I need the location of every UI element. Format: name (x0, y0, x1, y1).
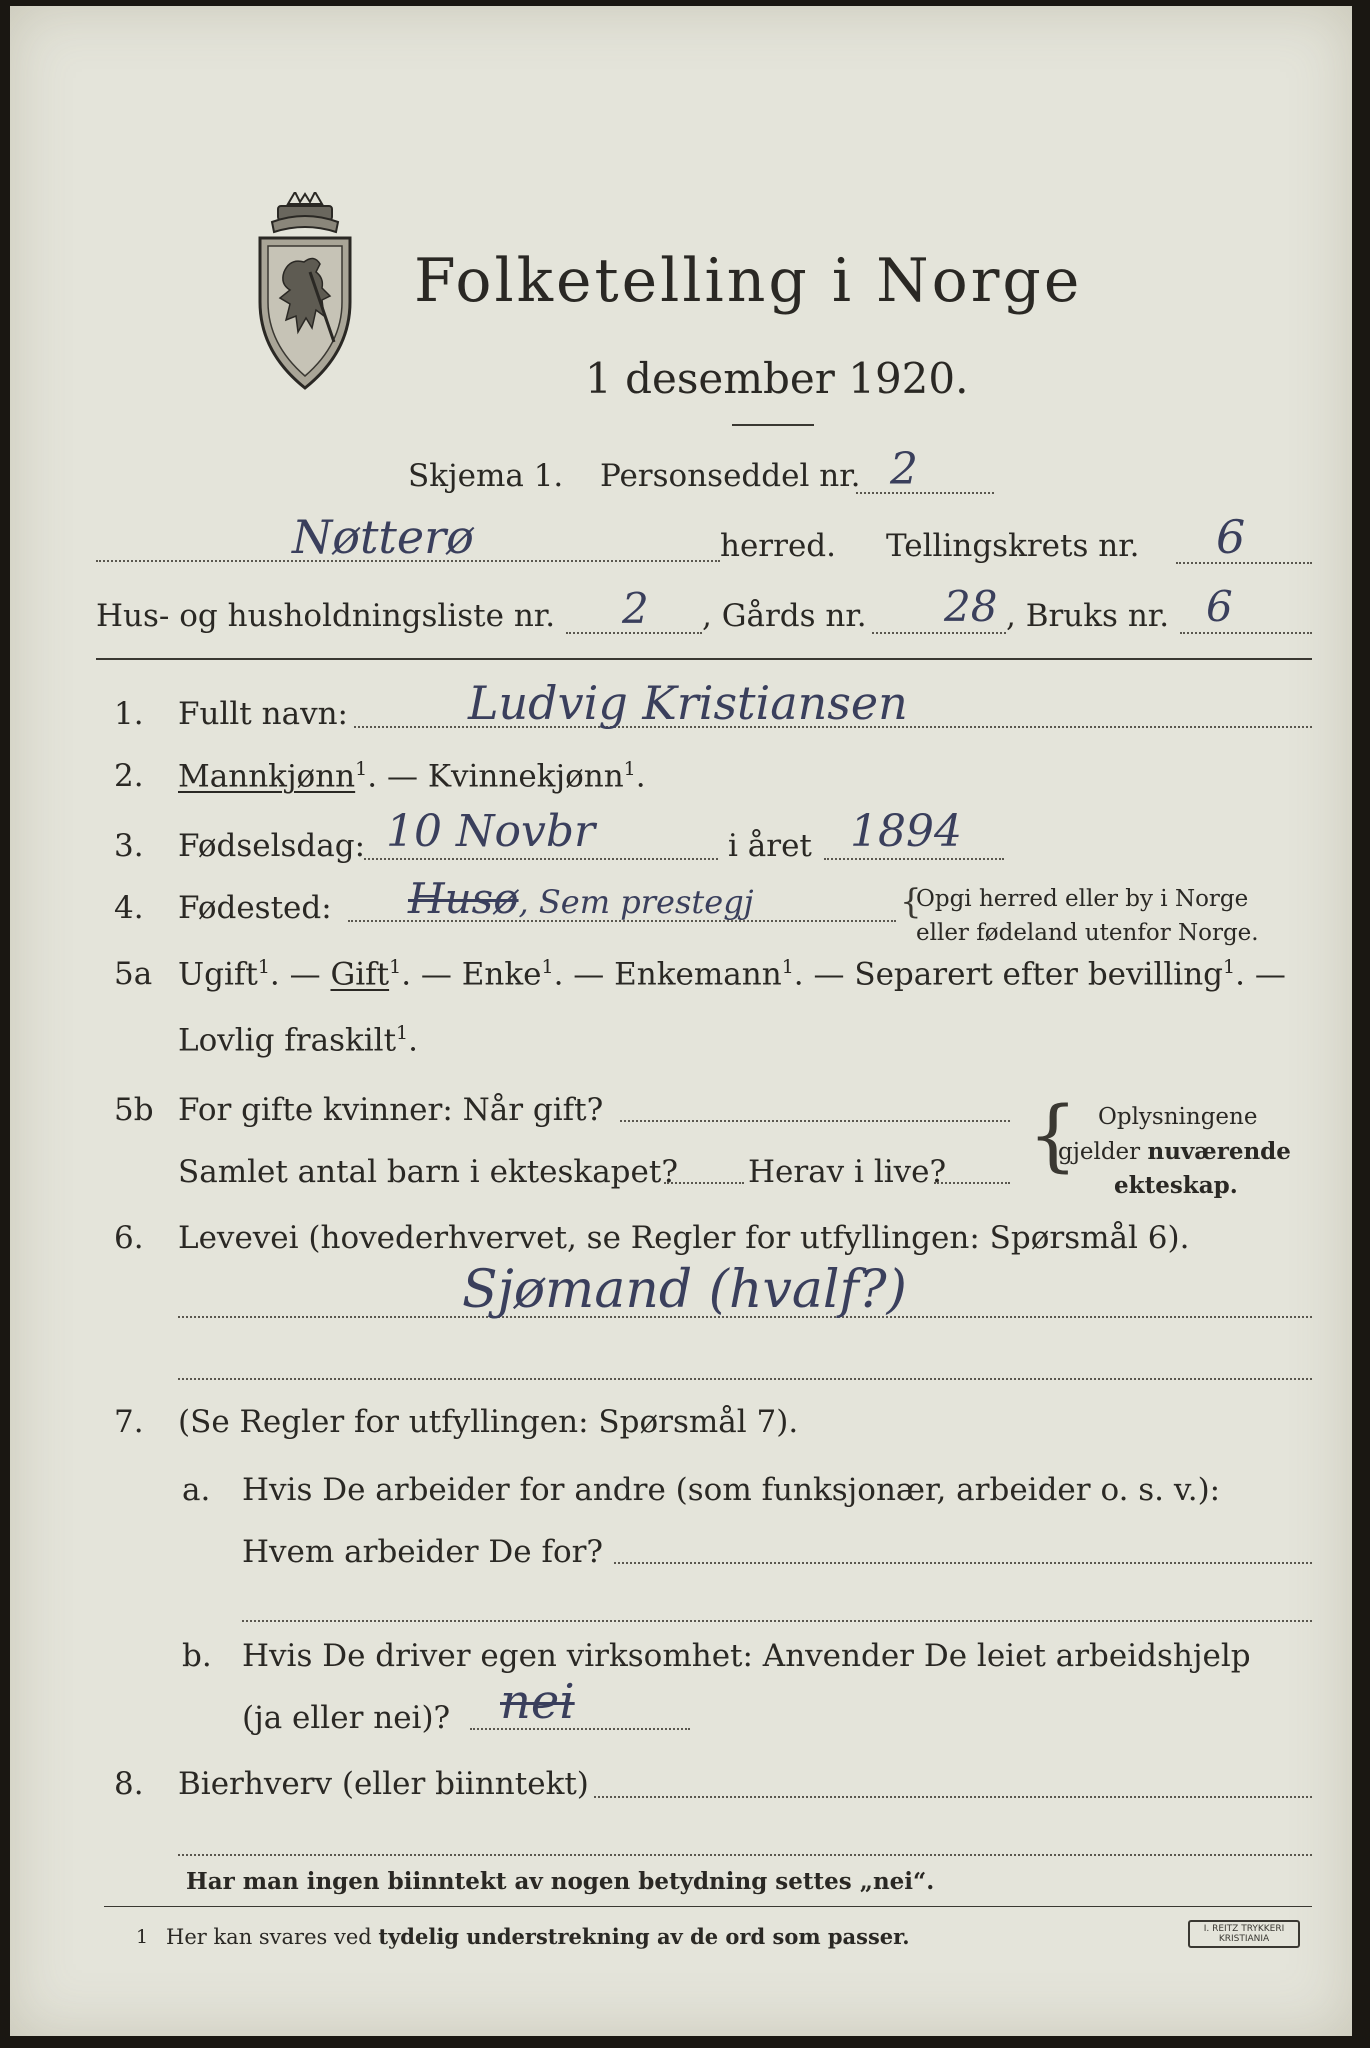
q5b-number: 5b (114, 1092, 154, 1128)
q2-number: 2. (114, 758, 144, 794)
bruks-value: 6 (1206, 582, 1233, 631)
gards-line (872, 632, 1006, 634)
q5a-number: 5a (114, 956, 153, 992)
footer-note: Har man ingen biinntekt av nogen betydning settes „nei“. (186, 1868, 935, 1895)
q3-year-line (824, 858, 1004, 860)
q4-note-brace: { (900, 882, 922, 922)
tellingskrets-label: Tellingskrets nr. (886, 528, 1140, 564)
q7b-label-line2: (ja eller nei)? (242, 1700, 451, 1736)
q5b-when-line (620, 1120, 1010, 1122)
q6-label: Levevei (hovederhvervet, se Regler for utfyllingen: Spørsmål 6). (178, 1220, 1190, 1256)
q3-year-label: i året (728, 828, 812, 864)
q4-label: Fødested: (178, 890, 332, 926)
q5b-note-line1: Oplysningene (1098, 1104, 1258, 1130)
q3-year-value: 1894 (850, 806, 962, 857)
q5b-children-line (664, 1182, 744, 1184)
q8-line-1 (594, 1796, 1312, 1798)
q7b-label-line1: Hvis De driver egen virksomhet: Anvender De leiet arbeidshjelp (242, 1638, 1251, 1674)
option-mannkjonn: Mannkjønn (178, 758, 356, 795)
q5b-note-line3: ekteskap. (1114, 1172, 1238, 1199)
q1-number: 1. (114, 696, 144, 732)
coat-of-arms-icon (250, 192, 360, 392)
skjema-label: Skjema 1. (408, 458, 564, 494)
q1-label: Fullt navn: (178, 696, 348, 732)
q7a-label-line1: Hvis De arbeider for andre (som funksjonær, arbeider o. s. v.): (242, 1472, 1221, 1508)
q7a-line-2 (242, 1620, 1312, 1622)
q7a-label-line2: Hvem arbeider De for? (242, 1534, 604, 1570)
option-ugift: Ugift (178, 956, 258, 993)
title-divider (732, 424, 814, 426)
municipality-value: Nøtterø (292, 510, 474, 564)
footnote-rule (104, 1906, 1312, 1907)
q7b-value: nei (500, 1674, 575, 1730)
q6-value: Sjømand (hvalf?) (462, 1260, 907, 1320)
q5b-label-when-married: For gifte kvinner: Når gift? (178, 1092, 604, 1128)
personseddel-value: 2 (890, 444, 918, 495)
hus-label: Hus- og husholdningsliste nr. (96, 598, 556, 634)
q8-label: Bierhverv (eller biinntekt) (178, 1766, 589, 1802)
header-rule (96, 658, 1312, 660)
q7-number: 7. (114, 1404, 144, 1440)
herred-label: herred. (720, 528, 836, 564)
bruks-line (1180, 632, 1312, 634)
option-separert: Separert efter bevilling (854, 956, 1224, 993)
q7a-number: a. (182, 1472, 211, 1508)
footnote-marker: 1 (136, 1926, 149, 1948)
q4-note-line1: Opgi herred eller by i Norge (916, 886, 1249, 912)
q7a-line-1 (614, 1562, 1312, 1564)
q3-label: Fødselsdag: (178, 828, 366, 864)
q3-value: 10 Novbr (386, 806, 596, 857)
q5a-marital-options: Ugift$^1$. — Gift$^1$. — Enke$^1$. — Enkemann$^1$. — Separert efter bevilling$^1$. — (178, 956, 1286, 993)
census-date: 1 desember 1920. (585, 354, 969, 403)
q3-number: 3. (114, 828, 144, 864)
q7-label: (Se Regler for utfyllingen: Spørsmål 7). (178, 1404, 799, 1440)
census-form-page (10, 6, 1352, 2036)
bruks-label: , Bruks nr. (1006, 598, 1170, 634)
q4-value: Husø, Sem prestegj (408, 874, 754, 923)
gards-label: , Gårds nr. (702, 598, 867, 634)
q5b-alive-line (934, 1182, 1010, 1184)
printer-stamp: I. REITZ TRYKKERI KRISTIANIA (1188, 1920, 1300, 1948)
q2-sex-options: Mannkjønn$^1$. — Kvinnekjønn$^1$. (178, 758, 646, 795)
option-enkemann: Enkemann (614, 956, 782, 993)
personseddel-line (856, 492, 994, 494)
page-title: Folketelling i Norge (414, 246, 1083, 316)
hus-value: 2 (622, 584, 649, 633)
option-enke: Enke (461, 956, 542, 993)
q8-line-2 (178, 1854, 1312, 1856)
footnote-text: Her kan svares ved tydelig understrekning av de ord som passer. (166, 1924, 910, 1949)
q6-number: 6. (114, 1220, 144, 1256)
tellingskrets-value: 6 (1216, 510, 1246, 564)
q8-number: 8. (114, 1766, 144, 1802)
q5b-label-alive: Herav i live? (748, 1154, 947, 1190)
q1-value: Ludvig Kristiansen (468, 676, 908, 730)
q6-line-2 (178, 1378, 1312, 1380)
q7b-number: b. (182, 1638, 212, 1674)
q3-line (364, 858, 718, 860)
option-kvinnekjonn: Kvinnekjønn (427, 758, 624, 795)
option-gift: Gift (330, 956, 390, 993)
q5b-label-children: Samlet antal barn i ekteskapet? (178, 1154, 678, 1190)
q4-number: 4. (114, 890, 144, 926)
q5b-note-brace: { (1028, 1091, 1078, 1181)
q4-note-line2: eller fødeland utenfor Norge. (916, 920, 1259, 946)
personseddel-label: Personseddel nr. (600, 458, 861, 494)
gards-value: 28 (944, 582, 998, 631)
option-lovlig-fraskilt: Lovlig fraskilt$^1$. (178, 1022, 418, 1059)
q5b-note-line2: gjelder nuværende (1058, 1138, 1291, 1165)
